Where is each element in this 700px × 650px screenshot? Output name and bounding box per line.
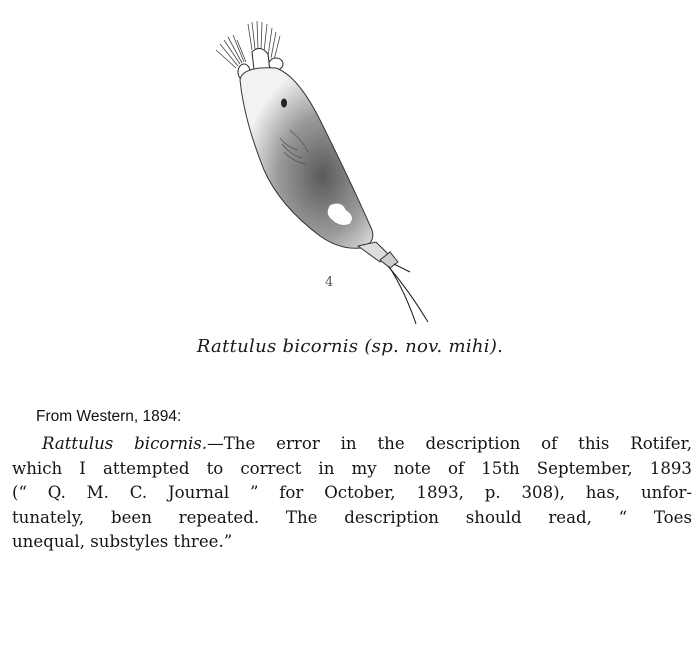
- plate-number: 4: [325, 275, 334, 290]
- quote-line: which I attempted to correct in my note of 15th September, 1893: [12, 458, 692, 478]
- quote-line: tunately, been repeated. The description should read, “ Toes: [12, 507, 692, 527]
- rotifer-drawing-icon: [180, 10, 520, 340]
- figure-caption: Rattulus bicornis (sp. nov. mihi).: [196, 336, 504, 357]
- quote-line: unequal, substyles three.”: [12, 532, 233, 551]
- source-note: From Western, 1894:: [36, 408, 182, 425]
- species-name: Rattulus bicornis.: [42, 434, 208, 453]
- quote-line: [12, 432, 692, 457]
- quoted-passage: [12, 432, 692, 555]
- quote-line: (“ Q. M. C. Journal ” for October, 1893, p. 308), has, unfor-: [12, 483, 692, 502]
- rotifer-illustration: [180, 10, 520, 340]
- quote-line-text: —The error in the description of this Rotifer,: [207, 434, 693, 453]
